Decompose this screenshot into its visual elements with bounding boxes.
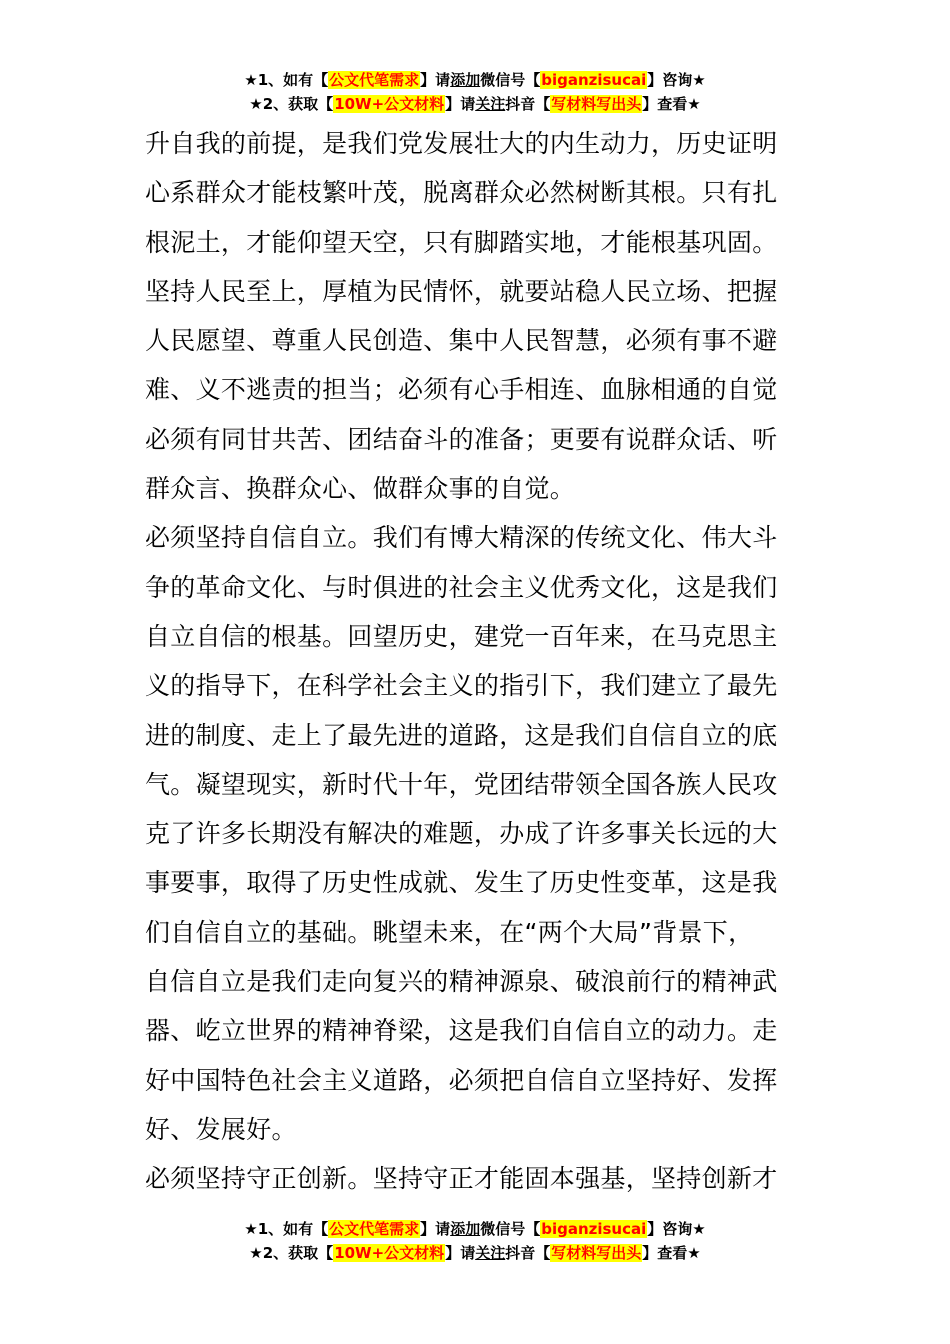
- banner-text: 】请: [445, 1244, 476, 1262]
- footer-banner: [0, 1217, 950, 1265]
- text-line: 人民愿望、尊重人民创造、集中人民智慧，必须有事不避: [145, 326, 778, 356]
- header-banner: [0, 68, 950, 116]
- banner-line-2: [0, 92, 950, 116]
- banner-text: 】咨询★: [647, 1220, 706, 1238]
- banner-text: 】查看★: [642, 1244, 701, 1262]
- text-line: 自信自立是我们走向复兴的精神源泉、破浪前行的精神武: [145, 967, 778, 997]
- emphasis-text: 关注: [475, 95, 506, 113]
- text-line: 们自信自立的基础。眺望未来，在“两个大局”背景下，: [145, 917, 754, 947]
- text-line: 根泥土，才能仰望天空，只有脚踏实地，才能根基巩固。: [145, 227, 778, 257]
- text-line: 升自我的前提，是我们党发展壮大的内生动力，历史证明: [145, 129, 778, 158]
- text-line: 争的革命文化、与时俱进的社会主义优秀文化，这是我们: [145, 572, 778, 602]
- banner-text: 】请: [420, 71, 451, 89]
- text-line: 难、义不逃责的担当；必须有心手相连、血脉相通的自觉: [145, 375, 778, 405]
- highlight-text: 公文代笔需求: [329, 71, 420, 89]
- banner-text: 微信号【: [480, 1220, 541, 1238]
- highlight-text: biganzisucai: [541, 71, 647, 89]
- banner-line-1: [0, 1217, 950, 1241]
- banner-text: 抖音【: [505, 95, 551, 113]
- banner-text: 】请: [445, 95, 476, 113]
- text-line: 义的指导下，在科学社会主义的指引下，我们建立了最先: [145, 671, 778, 701]
- text-line: 必须有同甘共苦、团结奋斗的准备；更要有说群众话、听: [145, 424, 778, 454]
- highlight-text: 10W+公文材料: [334, 1244, 445, 1262]
- highlight-text: 写材料写出头: [551, 1244, 642, 1262]
- banner-text: 】查看★: [642, 95, 701, 113]
- text-line: 好、发展好。: [145, 1114, 297, 1144]
- text-line: 坚持人民至上，厚植为民情怀，就要站稳人民立场、把握: [145, 276, 778, 306]
- banner-text: ★1、如有【: [244, 71, 329, 89]
- text-line: 器、屹立世界的精神脊梁，这是我们自信自立的动力。走: [145, 1016, 778, 1046]
- highlight-text: biganzisucai: [541, 1220, 647, 1238]
- banner-text: 】请: [420, 1220, 451, 1238]
- highlight-text: 写材料写出头: [551, 95, 642, 113]
- text-line: 进的制度、走上了最先进的道路，这是我们自信自立的底: [145, 720, 778, 750]
- document-body: [145, 119, 817, 1204]
- banner-text: 微信号【: [480, 71, 541, 89]
- banner-line-1: [0, 68, 950, 92]
- text-line: 克了许多长期没有解决的难题，办成了许多事关长远的大: [145, 819, 778, 849]
- text-line: 必须坚持自信自立。我们有博大精深的传统文化、伟大斗: [145, 523, 778, 553]
- text-line: 必须坚持守正创新。坚持守正才能固本强基，坚持创新才: [145, 1164, 778, 1194]
- banner-text: ★1、如有【: [244, 1220, 329, 1238]
- emphasis-text: 关注: [475, 1244, 506, 1262]
- banner-line-2: [0, 1241, 950, 1265]
- highlight-text: 公文代笔需求: [329, 1220, 420, 1238]
- text-line: 事要事，取得了历史性成就、发生了历史性变革，这是我: [145, 868, 778, 898]
- banner-text: 抖音【: [505, 1244, 551, 1262]
- text-line: 好中国特色社会主义道路，必须把自信自立坚持好、发挥: [145, 1065, 778, 1095]
- text-line: 自立自信的根基。回望历史，建党一百年来，在马克思主: [145, 621, 778, 651]
- banner-text: ★2、获取【: [249, 1244, 334, 1262]
- text-line: 心系群众才能枝繁叶茂，脱离群众必然树断其根。只有扎: [145, 178, 778, 208]
- text-line: 气。凝望现实，新时代十年，党团结带领全国各族人民攻: [145, 769, 778, 799]
- banner-text: 】咨询★: [647, 71, 706, 89]
- banner-text: ★2、获取【: [249, 95, 334, 113]
- text-line: 群众言、换群众心、做群众事的自觉。: [145, 474, 576, 504]
- emphasis-text: 添加: [450, 71, 481, 89]
- highlight-text: 10W+公文材料: [334, 95, 445, 113]
- emphasis-text: 添加: [450, 1220, 481, 1238]
